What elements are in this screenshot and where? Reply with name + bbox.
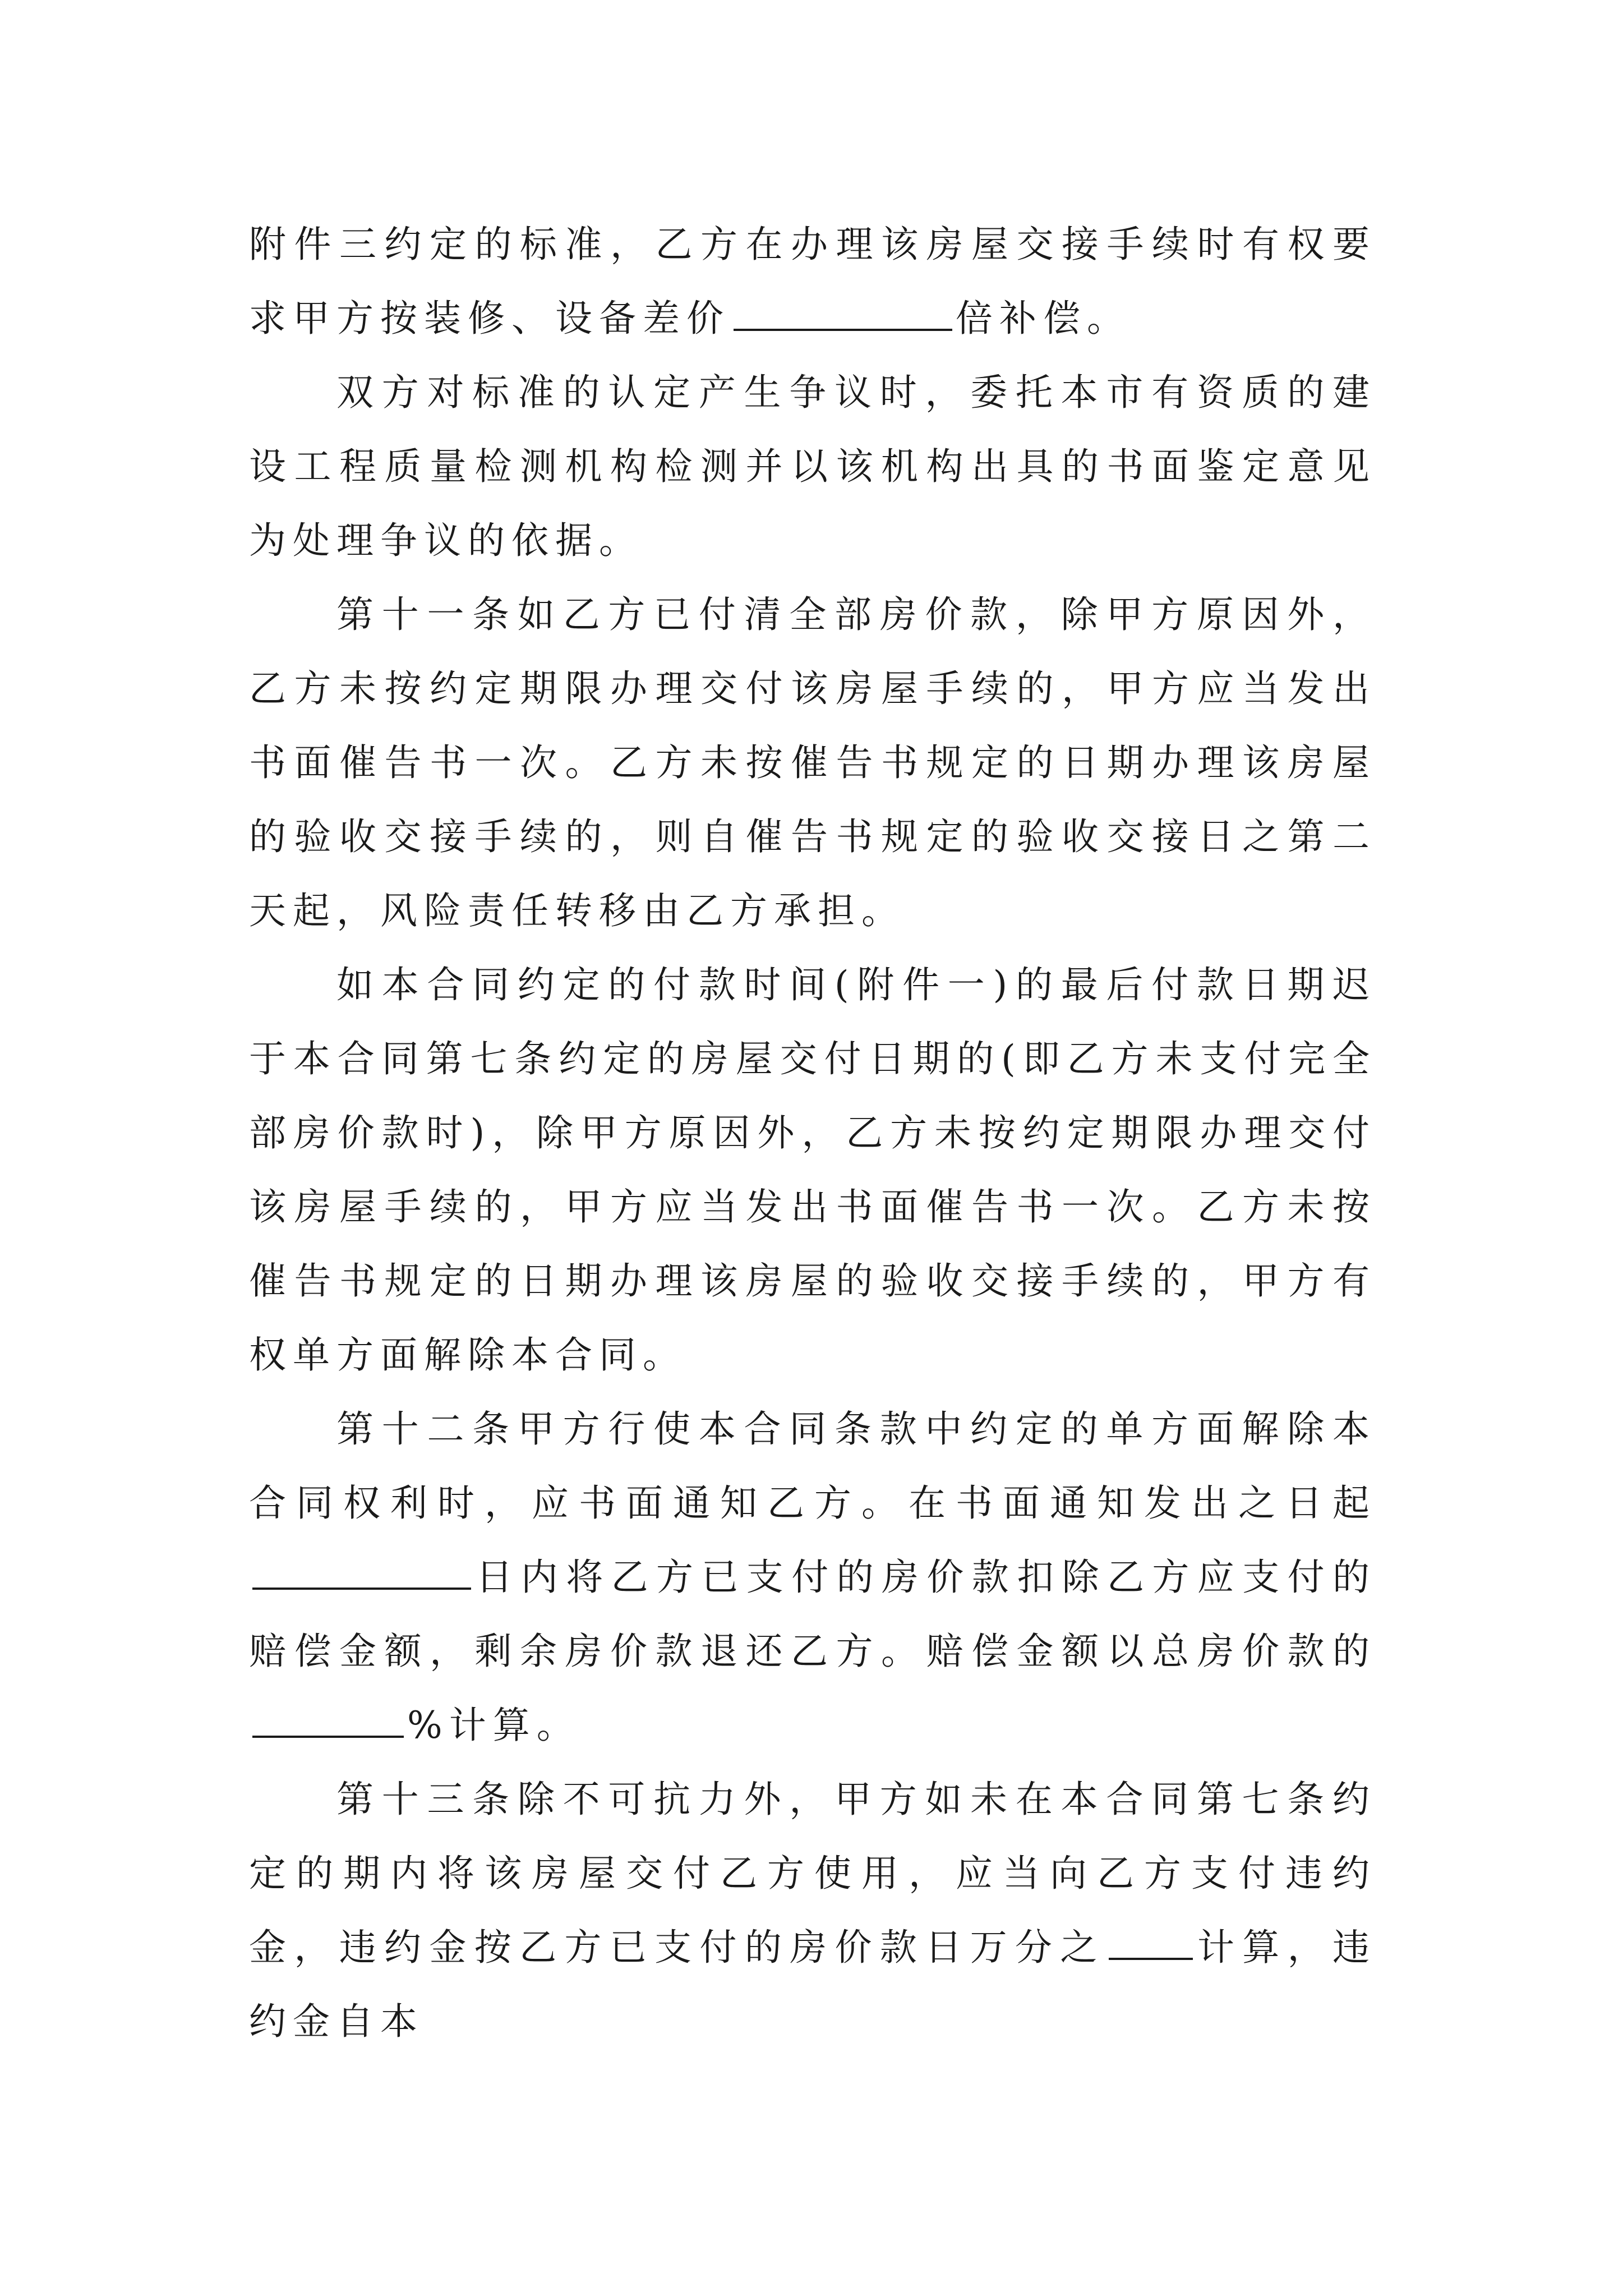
fill-in-blank[interactable]: [1109, 1924, 1193, 1960]
paragraph-article-12: [249, 1392, 1376, 1763]
paragraph-payment-deadline: [249, 948, 1376, 1392]
paragraph-article-11: [249, 578, 1376, 948]
paragraph-text: 计算，违约金自本: [249, 1926, 1377, 2043]
paragraph-text: 双方对标准的认定产生争议时，委托本市有资质的建设工程质量检测机构检测并以该机构出具的书面鉴定意见为处理争议的依据。: [249, 371, 1376, 562]
fill-in-blank[interactable]: [734, 295, 952, 331]
paragraph-article-13: [249, 1763, 1376, 2059]
document-body: [249, 208, 1376, 2059]
paragraph-text: 倍补偿。: [956, 297, 1131, 340]
fill-in-blank[interactable]: [252, 1554, 471, 1590]
paragraph-text: 附件三约定的标准，乙方在办理该房屋交接手续时有权要求甲方按装修、设备差价: [249, 223, 1376, 340]
paragraph-dispute: [249, 356, 1376, 578]
paragraph-text: 第十三条除不可抗力外，甲方如未在本合同第七条约定的期内将该房屋交付乙方使用，应当向乙方支付违约金，违约金按乙方已支付的房价款日万分之: [249, 1778, 1376, 1969]
paragraph-text: 第十二条甲方行使本合同条款中约定的单方面解除本合同权利时，应书面通知乙方。在书面通知发出之日起: [249, 1407, 1376, 1525]
paragraph-text: 第十一条如乙方已付清全部房价款，除甲方原因外，乙方未按约定期限办理交付该房屋手续的，甲方应当发出书面催告书一次。乙方未按催告书规定的日期办理该房屋的验收交接手续的，则自催告书规定的验收交接日之第二天起，风险责任转移由乙方承担。: [249, 593, 1376, 932]
paragraph-text: 如本合同约定的付款时间(附件一)的最后付款日期迟于本合同第七条约定的房屋交付日期的(即乙方未支付完全部房价款时)，除甲方原因外，乙方未按约定期限办理交付该房屋手续的，甲方应当发出书面催告书一次。乙方未按催告书规定的日期办理该房屋的验收交接手续的，甲方有权单方面解除本合同。: [249, 963, 1376, 1377]
fill-in-blank[interactable]: [252, 1702, 404, 1738]
paragraph-text: %计算。: [407, 1704, 580, 1747]
paragraph-text: 日内将乙方已支付的房价款扣除乙方应支付的赔偿金额，剩余房价款退还乙方。赔偿金额以总房价款的: [249, 1556, 1376, 1673]
paragraph-compensation: [249, 208, 1376, 356]
